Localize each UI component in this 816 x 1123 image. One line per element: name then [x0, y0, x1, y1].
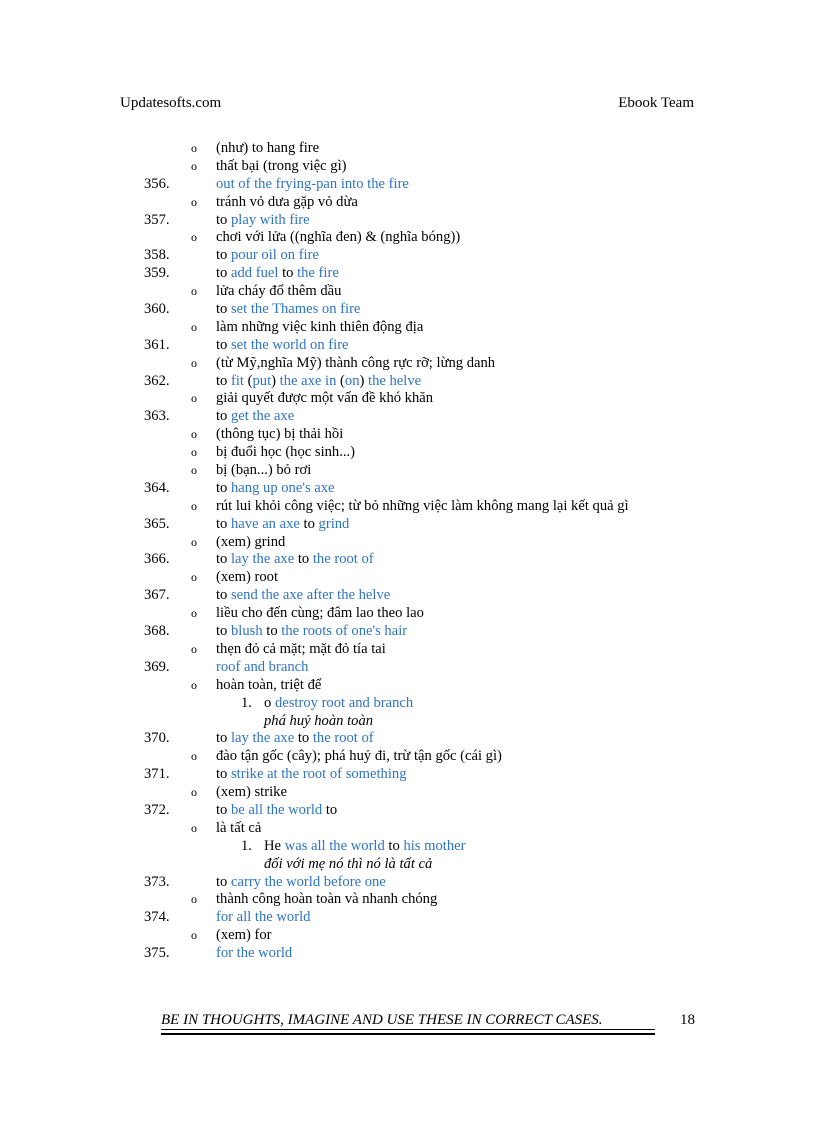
- entry-text: [216, 390, 433, 408]
- meaning-row: [0, 426, 816, 444]
- entry-plain-text: thành công hoàn toàn và nhanh chóng: [216, 891, 438, 908]
- entry-plain-text: o: [264, 694, 275, 711]
- meaning-row: [0, 229, 816, 247]
- entry-text: [216, 641, 386, 659]
- entry-text: [264, 695, 413, 713]
- meaning-row: [0, 677, 816, 695]
- entry-link[interactable]: roof and branch: [216, 658, 309, 675]
- entry-text: [216, 534, 285, 552]
- bullet-icon: o: [191, 892, 197, 907]
- entry-plain-text: to: [216, 515, 231, 532]
- entry-plain-text: chơi với lửa ((nghĩa đen) & (nghĩa bóng)): [216, 229, 461, 246]
- footer-rule-thin: [161, 1029, 655, 1030]
- entry-text: [216, 212, 310, 230]
- entry-text: [216, 802, 337, 820]
- entry-link[interactable]: was all the world: [284, 837, 385, 854]
- entry-plain-text: to: [216, 623, 231, 640]
- page-number: 18: [680, 1012, 695, 1028]
- entry-plain-text: to: [216, 551, 231, 568]
- entry-text: [216, 927, 272, 945]
- entry-text: [216, 229, 460, 247]
- example-row: [0, 838, 816, 856]
- entry-plain-text: to: [216, 265, 231, 282]
- entry-plain-text: to: [216, 211, 231, 228]
- entry-link[interactable]: set the Thames on fire: [231, 301, 361, 318]
- entry-plain-text: to: [216, 301, 231, 318]
- entry-row: [0, 945, 816, 963]
- entry-plain-text: tránh vỏ dưa gặp vỏ dừa: [216, 193, 358, 210]
- entry-plain-text: to: [216, 587, 231, 604]
- entry-text: [216, 444, 355, 462]
- entry-link[interactable]: the root of: [312, 730, 374, 747]
- entry-link[interactable]: have an axe: [231, 515, 300, 532]
- entry-number: 361.: [144, 336, 170, 353]
- entry-text: [216, 820, 261, 838]
- bullet-icon: o: [191, 284, 197, 299]
- entry-link[interactable]: the axe in: [279, 372, 337, 389]
- entry-row: [0, 551, 816, 569]
- entry-number: 371.: [144, 766, 170, 783]
- entry-plain-text: to: [294, 551, 313, 568]
- entry-number: 373.: [144, 873, 170, 890]
- bullet-icon: o: [191, 463, 197, 478]
- meaning-row: [0, 319, 816, 337]
- entry-link[interactable]: the root of: [312, 551, 374, 568]
- entry-number: 360.: [144, 301, 170, 318]
- entry-link[interactable]: send the axe after the helve: [231, 587, 391, 604]
- meaning-row: [0, 283, 816, 301]
- entry-text: [216, 426, 343, 444]
- meaning-row: [0, 534, 816, 552]
- entry-number: 363.: [144, 408, 170, 425]
- entry-text: [216, 265, 339, 283]
- entry-link[interactable]: for the world: [216, 945, 293, 962]
- bullet-icon: o: [191, 928, 197, 943]
- entry-number: 375.: [144, 945, 170, 962]
- entry-plain-text: thất bại (trong việc gì): [216, 157, 347, 174]
- dictionary-entries: [0, 140, 816, 963]
- meaning-row: [0, 498, 816, 516]
- entry-plain-text: đối với mẹ nó thì nó là tất cả: [264, 855, 433, 872]
- entry-text: [216, 516, 349, 534]
- header-site-name: Updatesofts.com: [120, 95, 222, 111]
- bullet-icon: o: [191, 534, 197, 549]
- entry-text: [216, 158, 347, 176]
- entry-plain-text: (xem) for: [216, 927, 272, 944]
- entry-row: [0, 516, 816, 534]
- meaning-row: [0, 158, 816, 176]
- entry-text: [216, 355, 495, 373]
- entry-number: 365.: [144, 515, 170, 532]
- entry-text: [216, 748, 502, 766]
- example-translation-row: [0, 713, 816, 731]
- entry-text: [216, 194, 358, 212]
- entry-text: [216, 874, 386, 892]
- entry-link[interactable]: on: [344, 372, 360, 389]
- entry-plain-text: (: [336, 372, 345, 389]
- entry-text: [216, 605, 424, 623]
- entry-number: 367.: [144, 587, 170, 604]
- entry-link[interactable]: the fire: [297, 265, 339, 282]
- entry-text: [216, 784, 287, 802]
- entry-link[interactable]: be all the world: [231, 801, 323, 818]
- entry-plain-text: (xem) root: [216, 569, 279, 586]
- entry-text: [216, 301, 360, 319]
- example-number: 1.: [241, 837, 252, 854]
- meaning-row: [0, 444, 816, 462]
- entry-text: [216, 140, 319, 158]
- entry-plain-text: to: [216, 408, 231, 425]
- entry-plain-text: (xem) grind: [216, 533, 286, 550]
- entry-row: [0, 176, 816, 194]
- entry-number: 374.: [144, 909, 170, 926]
- entry-plain-text: giải quyết được một vấn đề khó khăn: [216, 390, 434, 407]
- entry-plain-text: (thông tục) bị thải hồi: [216, 426, 344, 443]
- entry-link[interactable]: get the axe: [231, 408, 295, 425]
- example-translation-row: [0, 856, 816, 874]
- entry-number: 370.: [144, 730, 170, 747]
- entry-text: [264, 838, 465, 856]
- entry-number: 364.: [144, 479, 170, 496]
- entry-plain-text: (xem) strike: [216, 784, 287, 801]
- entry-plain-text: to: [216, 479, 231, 496]
- entry-number: 369.: [144, 658, 170, 675]
- entry-plain-text: to: [216, 247, 231, 264]
- entry-link[interactable]: the helve: [368, 372, 422, 389]
- meaning-row: [0, 784, 816, 802]
- entry-link[interactable]: destroy root and branch: [274, 694, 414, 711]
- entry-text: [216, 408, 294, 426]
- entry-number: 372.: [144, 801, 170, 818]
- entry-text: [216, 677, 321, 695]
- meaning-row: [0, 355, 816, 373]
- entry-text: [216, 247, 319, 265]
- meaning-row: [0, 891, 816, 909]
- meaning-row: [0, 140, 816, 158]
- bullet-icon: o: [191, 158, 197, 173]
- meaning-row: [0, 194, 816, 212]
- entry-plain-text: (như) to hang fire: [216, 140, 320, 156]
- entry-plain-text: làm những việc kinh thiên động địa: [216, 318, 424, 335]
- entry-plain-text: đào tận gốc (cây); phá huỷ đi, trừ tận gốc (cái gì): [216, 748, 502, 765]
- bullet-icon: o: [191, 606, 197, 621]
- entry-text: [216, 373, 421, 391]
- entry-link[interactable]: for all the world: [216, 909, 311, 926]
- meaning-row: [0, 748, 816, 766]
- entry-row: [0, 874, 816, 892]
- entry-text: [216, 623, 407, 641]
- entry-plain-text: to: [322, 801, 338, 818]
- entry-link[interactable]: strike at the root of something: [231, 766, 407, 783]
- footer-slogan: BE IN THOUGHTS, IMAGINE AND USE THESE IN CORRECT CASES.: [161, 1012, 603, 1028]
- entry-link[interactable]: blush: [231, 623, 263, 640]
- entry-text: [216, 283, 341, 301]
- example-row: [0, 695, 816, 713]
- entry-link[interactable]: set the world on fire: [231, 336, 349, 353]
- entry-text: [216, 176, 409, 194]
- entry-plain-text: ): [359, 372, 369, 389]
- entry-plain-text: phá huỷ hoàn toàn: [264, 712, 374, 729]
- entry-number: 358.: [144, 247, 170, 264]
- entry-number: 362.: [144, 372, 170, 389]
- entry-row: [0, 212, 816, 230]
- entry-text: [216, 891, 437, 909]
- entry-link[interactable]: the roots of one's hair: [281, 623, 408, 640]
- entry-plain-text: bị (bạn...) bỏ rơi: [216, 462, 312, 479]
- entry-text: [216, 730, 374, 748]
- entry-plain-text: to: [299, 515, 319, 532]
- entry-text: [216, 498, 629, 516]
- entry-plain-text: to: [294, 730, 313, 747]
- entry-link[interactable]: carry the world before one: [231, 873, 386, 890]
- example-number: 1.: [241, 694, 252, 711]
- meaning-row: [0, 641, 816, 659]
- entry-link[interactable]: hang up one's axe: [231, 479, 335, 496]
- entry-plain-text: ): [271, 372, 280, 389]
- meaning-row: [0, 605, 816, 623]
- entry-plain-text: liều cho đến cùng; đâm lao theo lao: [216, 605, 424, 622]
- entry-text: [216, 587, 390, 605]
- entry-plain-text: to: [216, 801, 231, 818]
- entry-text: [264, 856, 432, 874]
- entry-text: [216, 945, 292, 963]
- meaning-row: [0, 390, 816, 408]
- entry-plain-text: (: [243, 372, 253, 389]
- meaning-row: [0, 462, 816, 480]
- entry-plain-text: to: [278, 265, 298, 282]
- entry-plain-text: hoàn toàn, triệt để: [216, 676, 322, 693]
- entry-plain-text: lửa cháy đổ thêm dầu: [216, 283, 342, 300]
- entry-row: [0, 480, 816, 498]
- entry-row: [0, 909, 816, 927]
- entry-link[interactable]: pour oil on fire: [231, 247, 319, 264]
- entry-plain-text: bị đuổi học (học sinh...): [216, 444, 356, 461]
- entry-row: [0, 730, 816, 748]
- entry-row: [0, 623, 816, 641]
- entry-plain-text: (từ Mỹ,nghĩa Mỹ) thành công rực rỡ; lừng danh: [216, 354, 496, 371]
- entry-text: [216, 462, 311, 480]
- bullet-icon: o: [191, 820, 197, 835]
- bullet-icon: o: [191, 677, 197, 692]
- entry-link[interactable]: fit: [231, 372, 244, 389]
- entry-link[interactable]: put: [252, 372, 272, 389]
- entry-plain-text: to: [216, 730, 231, 747]
- bullet-icon: o: [191, 785, 197, 800]
- bullet-icon: o: [191, 641, 197, 656]
- entry-text: [216, 569, 278, 587]
- entry-number: 368.: [144, 623, 170, 640]
- bullet-icon: o: [191, 230, 197, 245]
- bullet-icon: o: [191, 319, 197, 334]
- entry-number: 359.: [144, 265, 170, 282]
- bullet-icon: o: [191, 570, 197, 585]
- entry-plain-text: to: [216, 336, 231, 353]
- entry-text: [216, 659, 308, 677]
- entry-plain-text: He: [264, 837, 285, 854]
- entry-plain-text: là tất cả: [216, 819, 262, 836]
- bullet-icon: o: [191, 427, 197, 442]
- entry-text: [216, 909, 310, 927]
- entry-number: 357.: [144, 211, 170, 228]
- entry-number: 366.: [144, 551, 170, 568]
- entry-link[interactable]: lay the axe: [231, 730, 295, 747]
- entry-link[interactable]: lay the axe: [231, 551, 295, 568]
- entry-plain-text: rút lui khỏi công việc; từ bỏ những việc làm không mang lại kết quả gì: [216, 497, 629, 514]
- entry-link[interactable]: his mother: [403, 837, 466, 854]
- entry-text: [216, 337, 349, 355]
- entry-plain-text: to: [384, 837, 404, 854]
- header-team-name: Ebook Team: [618, 95, 694, 111]
- entry-row: [0, 337, 816, 355]
- meaning-row: [0, 569, 816, 587]
- entry-row: [0, 587, 816, 605]
- entry-row: [0, 265, 816, 283]
- bullet-icon: o: [191, 498, 197, 513]
- entry-row: [0, 373, 816, 391]
- entry-row: [0, 766, 816, 784]
- entry-number: 356.: [144, 175, 170, 192]
- entry-text: [216, 766, 407, 784]
- entry-row: [0, 408, 816, 426]
- entry-link[interactable]: out of the frying-pan into the fire: [216, 175, 409, 192]
- entry-row: [0, 247, 816, 265]
- entry-link[interactable]: play with fire: [231, 211, 310, 228]
- entry-link[interactable]: grind: [318, 515, 350, 532]
- entry-row: [0, 301, 816, 319]
- footer-rule-thick: [161, 1033, 655, 1035]
- entry-text: [216, 551, 374, 569]
- entry-text: [216, 480, 335, 498]
- bullet-icon: o: [191, 141, 197, 155]
- entry-plain-text: thẹn đỏ cả mặt; mặt đỏ tía tai: [216, 640, 386, 657]
- entry-plain-text: to: [216, 873, 231, 890]
- meaning-row: [0, 820, 816, 838]
- bullet-icon: o: [191, 445, 197, 460]
- entry-plain-text: to: [216, 766, 231, 783]
- entry-plain-text: to: [262, 623, 282, 640]
- entry-text: [264, 713, 373, 731]
- entry-text: [216, 319, 423, 337]
- entry-row: [0, 802, 816, 820]
- entry-plain-text: to: [216, 372, 231, 389]
- bullet-icon: o: [191, 355, 197, 370]
- bullet-icon: o: [191, 391, 197, 406]
- entry-link[interactable]: add fuel: [231, 265, 279, 282]
- entry-row: [0, 659, 816, 677]
- meaning-row: [0, 927, 816, 945]
- bullet-icon: o: [191, 749, 197, 764]
- bullet-icon: o: [191, 194, 197, 209]
